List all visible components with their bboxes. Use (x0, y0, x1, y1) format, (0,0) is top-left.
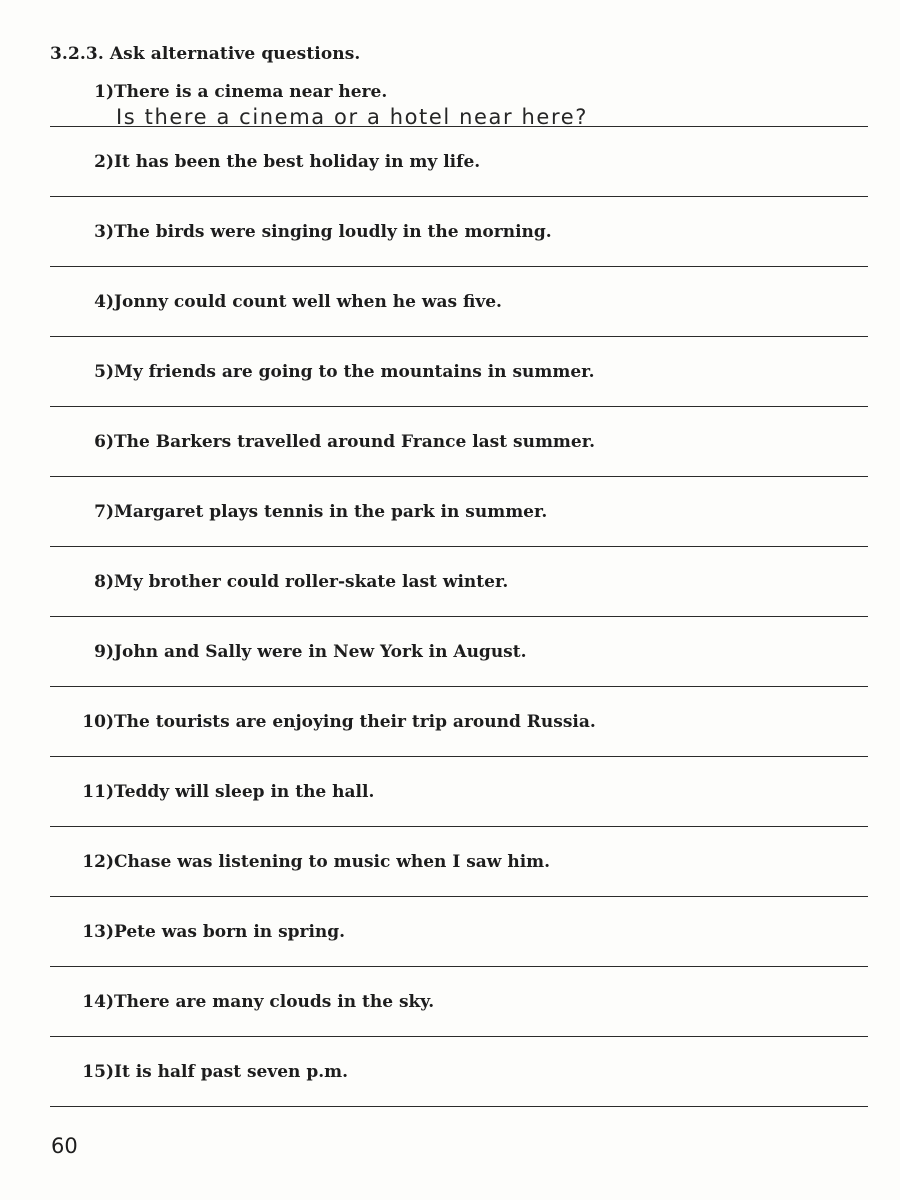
exercise-item-8 (50, 572, 868, 642)
item-number: 14) (82, 992, 114, 1012)
page-number: 60 (51, 1134, 78, 1158)
exercise-title: 3.2.3. Ask alternative questions. (50, 44, 361, 64)
answer-line[interactable] (50, 826, 868, 827)
item-number: 12) (82, 852, 114, 872)
exercise-item-9 (50, 642, 868, 712)
item-sentence: John and Sally were in New York in August. (114, 642, 527, 662)
answer-line[interactable] (50, 1106, 868, 1107)
item-number: 1) (94, 82, 114, 102)
exercise-item-14 (50, 992, 868, 1062)
item-number: 13) (82, 922, 114, 942)
item-number: 6) (94, 432, 114, 452)
exercise-item-15 (50, 1062, 868, 1132)
answer-line[interactable] (50, 756, 868, 757)
item-sentence: It is half past seven p.m. (114, 1062, 349, 1082)
item-number: 3) (94, 222, 114, 242)
item-number: 8) (94, 572, 114, 592)
exercise-item-5 (50, 362, 868, 432)
answer-line[interactable] (50, 686, 868, 687)
exercise-item-2 (50, 152, 868, 222)
answer-line[interactable] (50, 476, 868, 477)
item-sentence: The Barkers travelled around France last summer. (114, 432, 596, 452)
item-sentence: My friends are going to the mountains in summer. (114, 362, 595, 382)
exercise-item-12 (50, 852, 868, 922)
item-sentence: The tourists are enjoying their trip around Russia. (114, 712, 596, 732)
exercise-item-4 (50, 292, 868, 362)
answer-line[interactable] (50, 966, 868, 967)
item-sentence: The birds were singing loudly in the morning. (114, 222, 552, 242)
item-sentence: Margaret plays tennis in the park in summer. (114, 502, 548, 522)
item-number: 4) (94, 292, 114, 312)
item-number: 2) (94, 152, 114, 172)
answer-line[interactable] (50, 546, 868, 547)
item-sentence: There are many clouds in the sky. (114, 992, 435, 1012)
item-number: 11) (82, 782, 114, 802)
exercise-item-3 (50, 222, 868, 292)
item-number: 5) (94, 362, 114, 382)
item-sentence: My brother could roller-skate last winter. (114, 572, 509, 592)
exercise-item-7 (50, 502, 868, 572)
exercise-item-11 (50, 782, 868, 852)
item-sentence: There is a cinema near here. (114, 82, 388, 102)
answer-line[interactable] (50, 896, 868, 897)
answer-line[interactable] (50, 126, 868, 127)
handwritten-answer: Is there a cinema or a hotel near here? (116, 105, 588, 129)
answer-line[interactable] (50, 336, 868, 337)
answer-line[interactable] (50, 1036, 868, 1037)
answer-line[interactable] (50, 616, 868, 617)
item-sentence: It has been the best holiday in my life. (114, 152, 481, 172)
exercise-item-10 (50, 712, 868, 782)
exercise-item-6 (50, 432, 868, 502)
item-sentence: Chase was listening to music when I saw him. (114, 852, 551, 872)
item-sentence: Teddy will sleep in the hall. (114, 782, 375, 802)
answer-line[interactable] (50, 266, 868, 267)
item-number: 15) (82, 1062, 114, 1082)
exercise-item-13 (50, 922, 868, 992)
item-number: 7) (94, 502, 114, 522)
item-number: 10) (82, 712, 114, 732)
item-number: 9) (94, 642, 114, 662)
exercise-item-1 (50, 82, 868, 152)
answer-line[interactable] (50, 406, 868, 407)
item-sentence: Pete was born in spring. (114, 922, 346, 942)
item-sentence: Jonny could count well when he was five. (114, 292, 502, 312)
answer-line[interactable] (50, 196, 868, 197)
